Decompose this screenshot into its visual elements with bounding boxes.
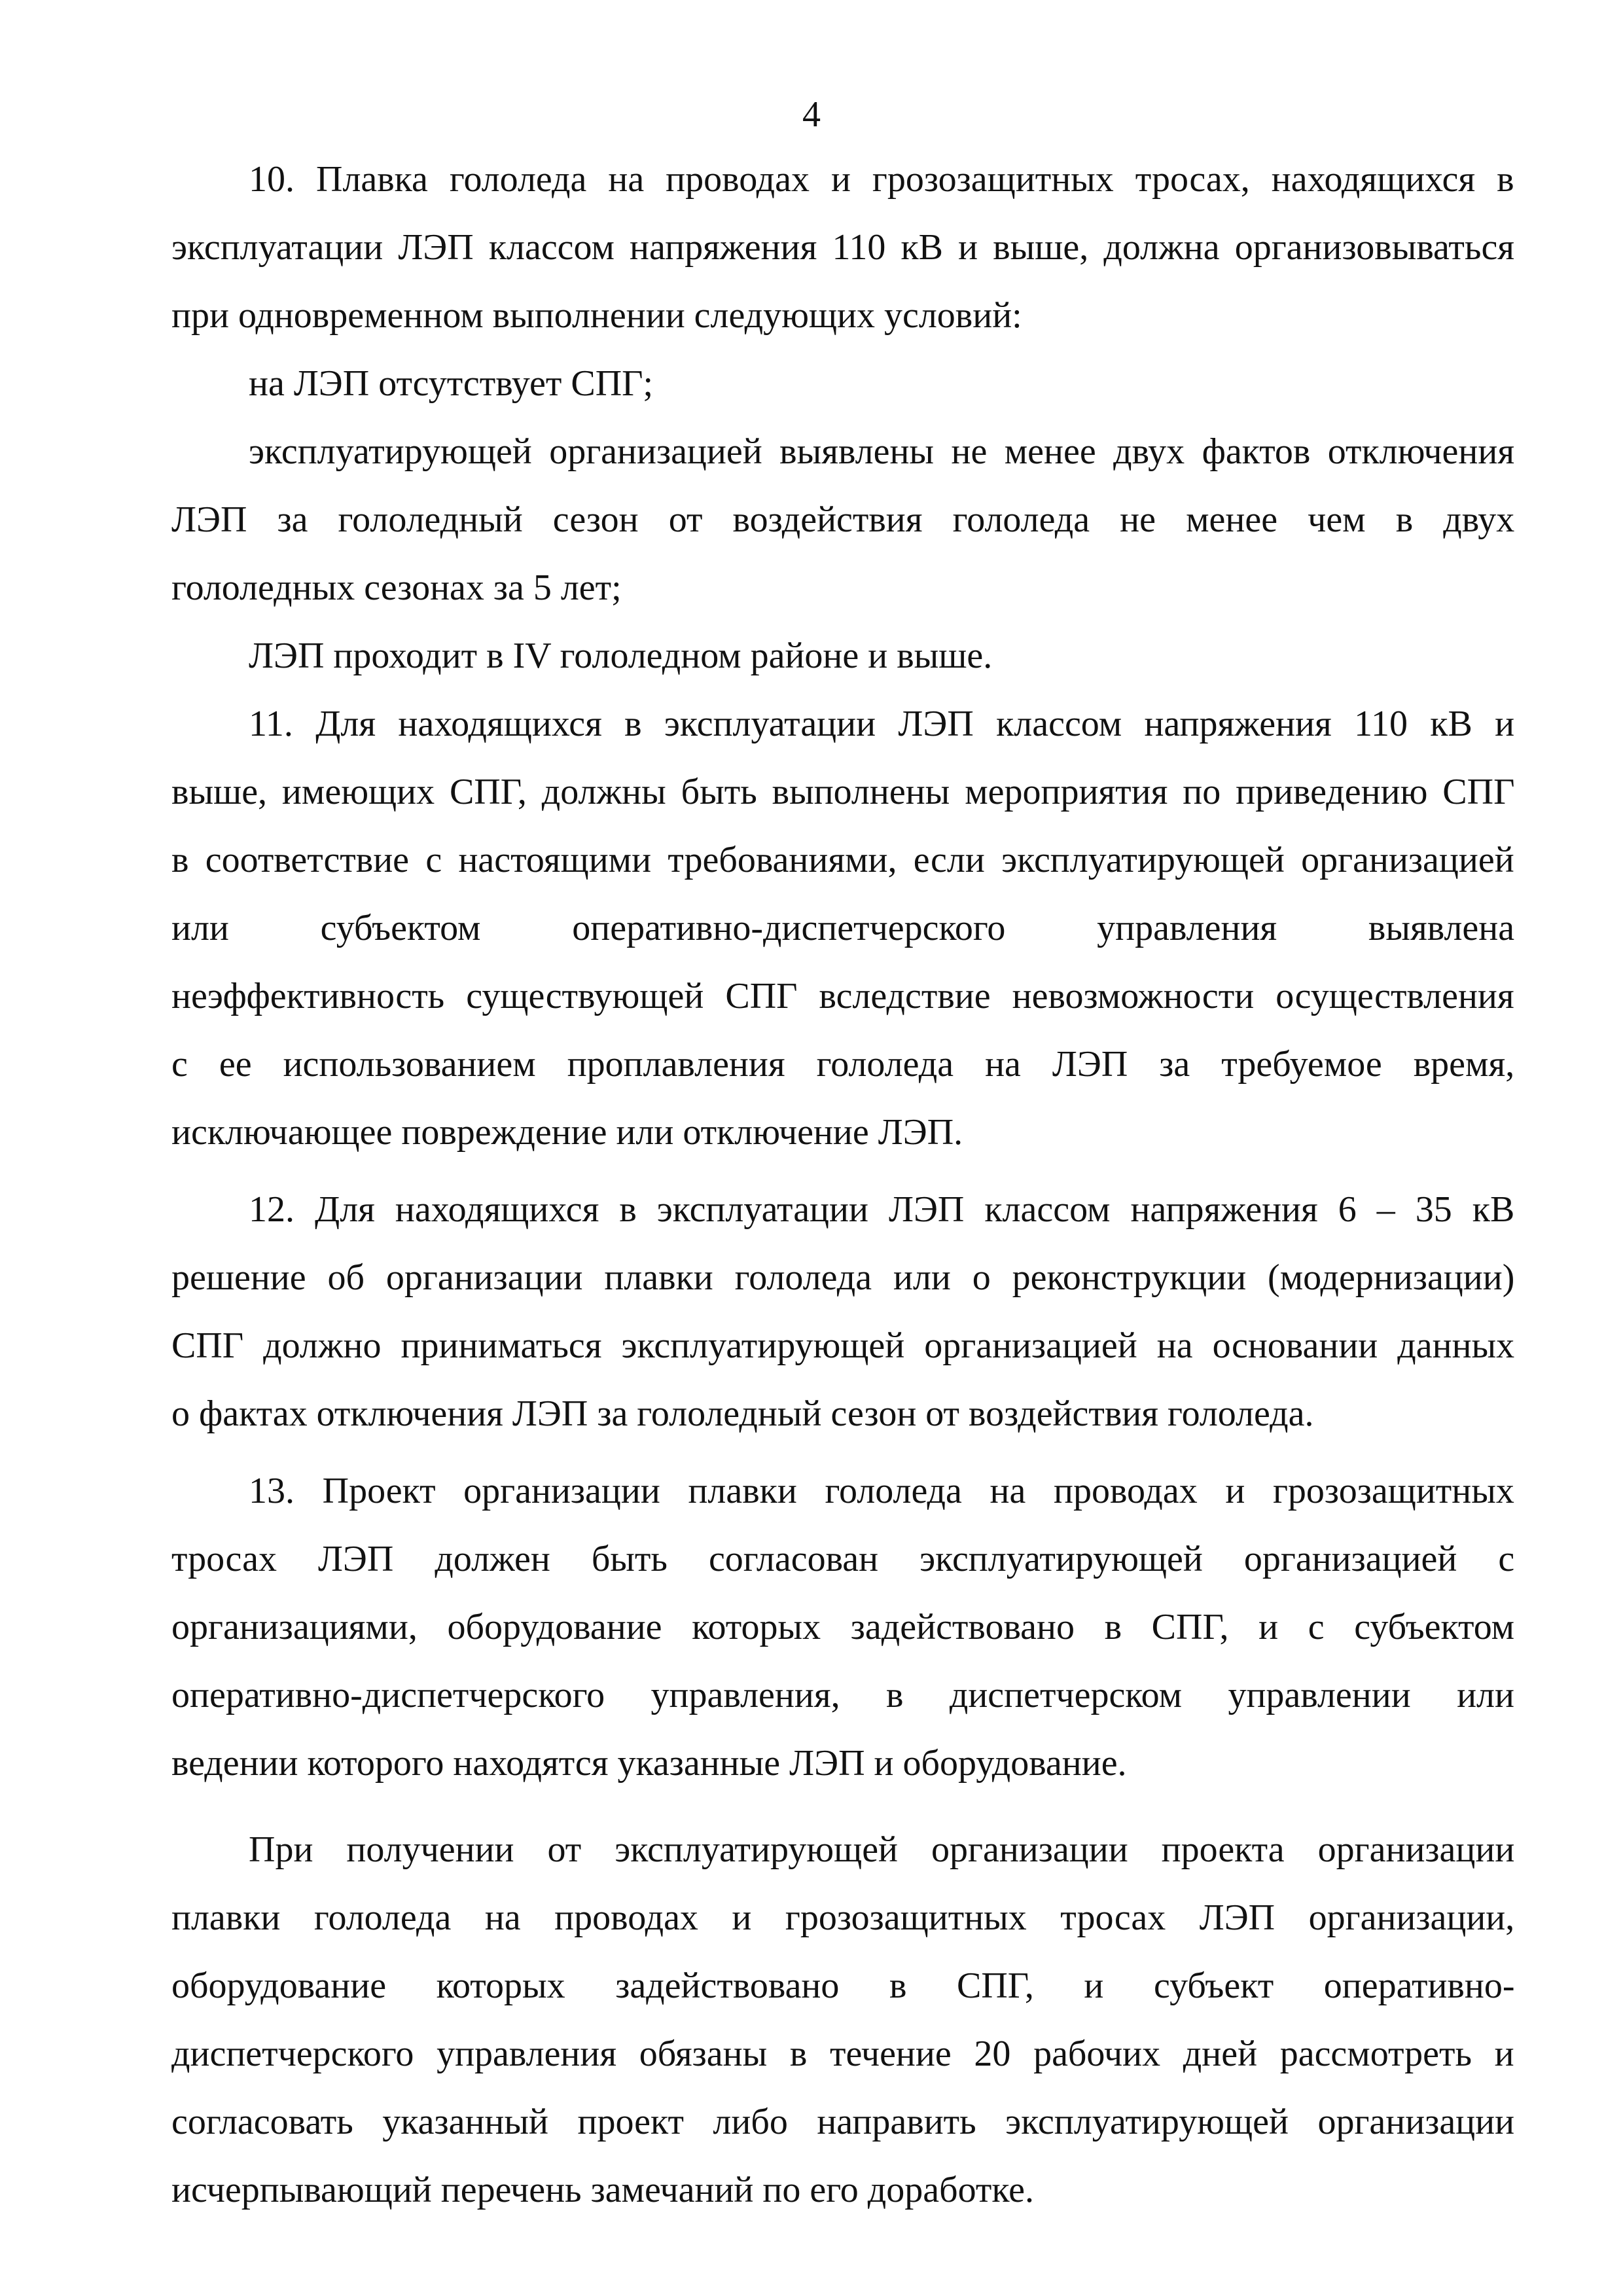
text-line: плавки гололеда на проводах и грозозащитных тросах ЛЭП организации, [171, 1897, 1514, 1938]
paragraph-10-condition-1 [171, 350, 1514, 418]
text-line: оборудование которых задействовано в СПГ, и субъект оперативно- [171, 1965, 1514, 2006]
text-line: При получении от эксплуатирующей организации проекта организации [249, 1829, 1514, 1870]
text-line: гололедных сезонах за 5 лет; [171, 567, 622, 608]
page-number: 4 [802, 94, 821, 135]
paragraph-10-condition-2 [171, 418, 1514, 622]
text-line: выше, имеющих СПГ, должны быть выполнены мероприятия по приведению СПГ [171, 772, 1514, 812]
paragraph-13-approval [171, 1816, 1514, 2224]
text-line: исчерпывающий перечень замечаний по его доработке. [171, 2170, 1035, 2210]
paragraph-10 [171, 145, 1514, 350]
text-line: 10. Плавка гололеда на проводах и грозозащитных тросах, находящихся в [249, 159, 1514, 200]
text-line: неэффективность существующей СПГ вследствие невозможности осуществления [171, 976, 1514, 1016]
text-line: согласовать указанный проект либо направить эксплуатирующей организации [171, 2102, 1514, 2142]
text-line: с ее использованием проплавления гололеда на ЛЭП за требуемое время, [171, 1044, 1514, 1085]
text-line: 12. Для находящихся в эксплуатации ЛЭП классом напряжения 6 – 35 кВ [249, 1189, 1514, 1230]
text-line: диспетчерского управления обязаны в течение 20 рабочих дней рассмотреть и [171, 2034, 1514, 2074]
paragraph-10-condition-3 [171, 622, 1514, 690]
text-line: эксплуатации ЛЭП классом напряжения 110 кВ и выше, должна организовываться [171, 227, 1514, 268]
text-line: тросах ЛЭП должен быть согласован эксплуатирующей организацией с [171, 1539, 1514, 1579]
text-line: оперативно-диспетчерского управления, в диспетчерском управлении или [171, 1675, 1514, 1715]
text-line: организациями, оборудование которых задействовано в СПГ, и с субъектом [171, 1607, 1514, 1647]
document-body [171, 145, 1514, 2224]
text-line: 11. Для находящихся в эксплуатации ЛЭП классом напряжения 110 кВ и [249, 704, 1514, 744]
text-line: исключающее повреждение или отключение ЛЭП. [171, 1112, 963, 1153]
text-line: СПГ должно приниматься эксплуатирующей организацией на основании данных [171, 1325, 1514, 1366]
text-line: ЛЭП проходит в IV гололедном районе и выше. [249, 636, 993, 676]
paragraph-12 [171, 1175, 1514, 1448]
text-line: ЛЭП за гололедный сезон от воздействия гололеда не менее чем в двух [171, 499, 1514, 540]
text-line: на ЛЭП отсутствует СПГ; [249, 363, 654, 404]
text-line: ведении которого находятся указанные ЛЭП и оборудование. [171, 1743, 1127, 1784]
paragraph-11 [171, 690, 1514, 1166]
text-line: в соответствие с настоящими требованиями, если эксплуатирующей организацией [171, 840, 1514, 880]
text-line: решение об организации плавки гололеда или о реконструкции (модернизации) [171, 1257, 1514, 1298]
text-line: при одновременном выполнении следующих условий: [171, 295, 1022, 336]
paragraph-13 [171, 1457, 1514, 1797]
text-line: или субъектом оперативно-диспетчерского управления выявлена [171, 908, 1514, 948]
text-line: о фактах отключения ЛЭП за гололедный сезон от воздействия гололеда. [171, 1393, 1314, 1434]
text-line: эксплуатирующей организацией выявлены не менее двух фактов отключения [249, 431, 1514, 472]
text-line: 13. Проект организации плавки гололеда на проводах и грозозащитных [249, 1471, 1514, 1511]
